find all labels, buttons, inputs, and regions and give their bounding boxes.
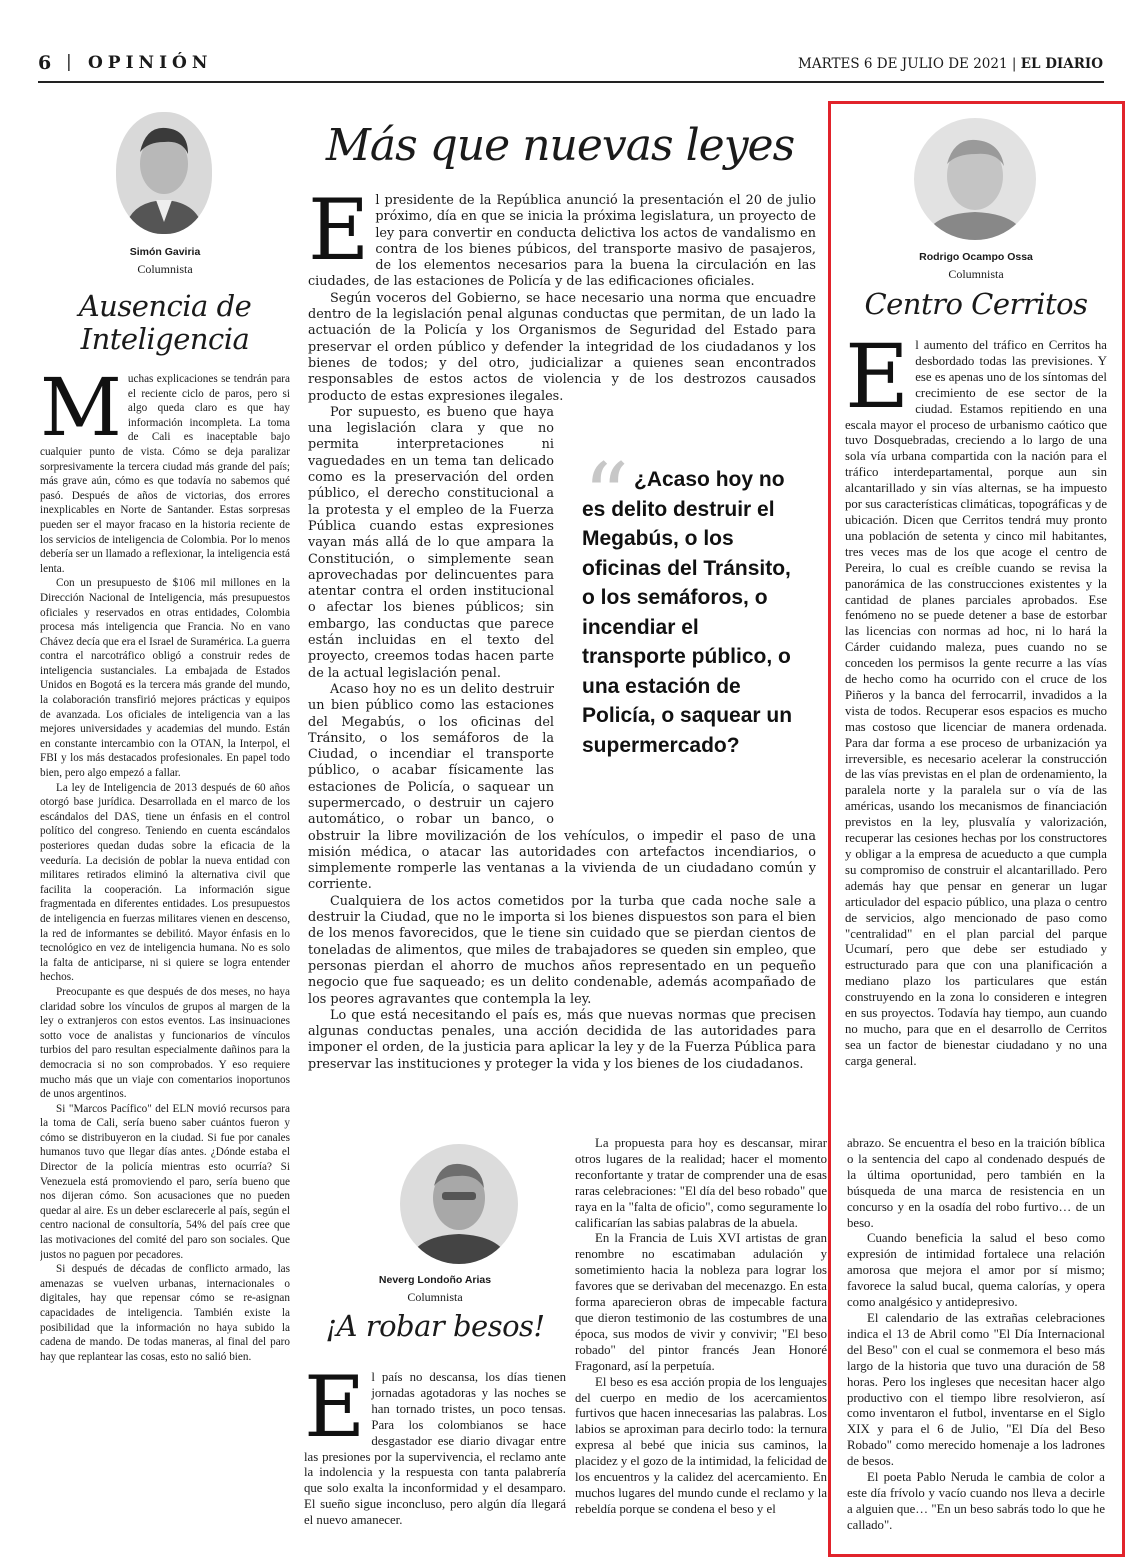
author-role: Columnista: [407, 1290, 463, 1304]
column-title: Centro Cerritos: [864, 287, 1088, 321]
drop-cap: M: [40, 372, 122, 454]
paragraph: Si "Marcos Pacífico" del ELN movió recursos para la toma de Cali, sería bueno saber cuántos fueron y cómo se distribuyeron en la ciudad. Si fue por canales humanos tuvo que llegar días antes. ¿Dónde estaba el Director de la policía mientras esto ocurría? Si Venezuela está promoviendo el paro, sería bueno que nos dijeran cómo. Son acusaciones que no pueden quedar al aire. Es un deber esclarecerle al país, según el centro nacional de consultoría, 54% del país cree que las motivaciones del comité del paro son sociales. Que justos no paguen por pecadores.: [40, 1102, 290, 1261]
author-photo-rodrigo-ocampo: [914, 118, 1036, 240]
drop-cap: E: [308, 193, 370, 279]
author-name: Rodrigo Ocampo Ossa: [919, 251, 1033, 263]
paragraph: Si después de décadas de conflicto armado, las amenazas se vuelven urbanas, internacionales o digitales, hay que repensar cómo se re-asignan capacidades de inteligencia. También existe la posibilidad que la información no haya subido la cadena de mando. De todas maneras, al final del paro hay que replantear las cosas, esto no salió bien.: [40, 1263, 290, 1363]
author-name: Neverg Londoño Arias: [378, 1274, 492, 1286]
paragraph: Lo que está necesitando el país es, más que nuevas normas que precisen algunas conductas penales, una acción decidida de las autoridades para imponer el orden, de la justicia para aplicar la ley y de la Fuerza Pública para preservar las instituciones y proteger la vida y los bienes de los ciudadanos.: [308, 1007, 816, 1072]
paragraph: El poeta Pablo Neruda le cambia de color a este día frívolo y vacío cuando nos lleva a decirle a alguien que… "En un beso sabrás todo lo que he callado".: [847, 1470, 1105, 1532]
issue-date: MARTES 6 DE JULIO DE 2021: [798, 56, 1008, 72]
header-separator: |: [66, 52, 72, 72]
newspaper-name: EL DIARIO: [1020, 56, 1103, 72]
column-title: ¡A robar besos!: [325, 1309, 545, 1343]
paragraph: Preocupante es que después de dos meses, no haya claridad sobre los vínculos de grupos al margen de la ley o extranjeros con estos eventos. Las insinuaciones sotto voce de analistas y funcionarios de vínculos turbios del paro resultan especialmente dañinos para la democracia si no son comprobados. Y eso requiere mucho más que un viaje con comentarios inoportunos de unos argentinos.: [40, 985, 290, 1101]
page-header: [0, 0, 1125, 85]
paragraph: El presidente de la República anunció la presentación el 20 de julio próximo, día en que se inicia la próxima legislatura, un proyecto de ley para convertir en conducta delictiva los actos de vandalismo en contra de los bienes púbicos, del transporte masivo de pasajeros, de los elementos necesarios para la buena la circulación en las ciudades, de las estaciones de Policía y de las edificaciones oficiales.: [308, 193, 816, 290]
article-column-1: [304, 1370, 566, 1558]
portrait-icon: [116, 112, 212, 234]
author-photo-neverg-londono: [400, 1144, 518, 1264]
quote-mark-icon: “: [583, 444, 630, 549]
paragraph: Muchas explicaciones se tendrán para el reciente ciclo de paros, pero si algo queda claro es que hay información incompleta. La toma de Cali es inaceptable bajo cualquier punto de vista. Cómo se deja paralizar sorpresivamente la tercera ciudad más grande del país; más grave aún, cómo es que todavía no sabemos qué pasó. Después de años de victorias, dos errores inexplicables en Norte de Santander. Estas sorpresas pueden ser el mayor fracaso en la historia reciente de los servicios de inteligencia de Colombia. Por lo menos debería ser un llamado a reflexionar, la inteligencia está lenta.: [40, 372, 290, 575]
column-title-line-1: Ausencia de: [78, 289, 252, 323]
issue-date-line: [798, 56, 1103, 72]
paragraph: Según voceros del Gobierno, se hace necesario una norma que encuadre dentro de la legislación penal algunas conductas que permitan, de un lado la actuación de la Policía y los Organismos de Seguridad del Estado para preservar el orden público y defender la integridad de los ciudadanos y los bienes de todos; y del otro, judicializar a quienes sean encontrados responsables de estos actos de violencia y de los destrozos causados producto de estas expresiones ilegales.: [308, 290, 816, 404]
paragraph: El calendario de las extrañas celebraciones indica el 13 de Abril como "El Día Internacional del Beso" con el cual se conmemora el beso más largo de la historia que tuvo una duración de 58 horas. Pero los ingleses que necesitan hacer algo productivo con el tiempo libre resolvieron, así como inventaron el futbol, inventarse en el Siglo XIX y para el 6 de Julio, "El Día del Beso Robado" como merecido homenaje a los ladrones de besos.: [847, 1310, 1105, 1469]
paragraph: En la Francia de Luis XVI artistas de gran renombre no escatimaban adulación y sometimiento hacia la nobleza para lograr los favores que se derivaban del mecenazgo. En esta forma aparecieron obras de impecable factura que dieron testimonio de las costumbres de una época, sus modos de vivir y convivir; "El beso robado" del pintor francés Jean Honoré Fragonard, así la perpetuía.: [575, 1231, 827, 1373]
column-body: [40, 372, 290, 1552]
header-rule: [38, 81, 1104, 83]
paragraph: Cualquiera de los actos cometidos por la turba que cada noche sale a destruir la Ciudad, que no le importa si los bienes dispuestos son para el bien de los menos favorecidos, que le tiene sin cuidado que se pierdan cientos de toneladas de alimentos, que miles de trabajadores se queden sin empleo, que personas pierdan el ahorro de muchos años representado en un pequeño negocio que fue saqueado; es un delito condenable, además acompañado de los peores agravantes que contempla la ley.: [308, 893, 816, 1007]
portrait-icon: [914, 118, 1036, 240]
paragraph: Acaso hoy no es un delito destruir un bien público como las estaciones del Megabús, o los oficinas del Tránsito, o los semáforos de la Ciudad, o incendiar el transporte público, o acabar físicamente las estaciones de Policía, o saquear un supermercado, o destruir un cajero automático, o robar un banco, o obstruir la libre movilización de los vehículos, o impedir el paso de una misión médica, o atacar las autoridades con artefactos incendiarios, o simplemente romperle las ventanas a la vivienda de un ciudadano común y corriente.: [308, 681, 816, 893]
paragraph: La propuesta para hoy es descansar, mirar otros lugares de la realidad; hacer el momento reconfortante y tratar de comprender una de esas raras celebraciones: "El día del beso robado" que raya en la "falta de oficio", como seguramente lo calificarían las sabias palabras de la abuela.: [575, 1136, 827, 1230]
pull-quote-text: ¿Acaso hoy no es delito destruir el Megabús, o los oficinas del Tránsito, o los semáforos, o incendiar el transporte público, o una estación de Policía, o saquear un supermercado?: [582, 468, 793, 757]
drop-cap: E: [304, 1370, 366, 1456]
header-separator-2: |: [1011, 56, 1017, 72]
paragraph: El país no descansa, los días tienen jornadas agotadoras y las noches se han tornado tristes, un poco tensas. Para los colombianos se hace desgastador ese diario divagar entre las presiones por la supervivencia, el reclamo ante la indolencia y la respuesta con tanta palabrería que solo exalta la inconformidad y el desamparo. El sueño sigue inconcluso, pero algún día llegará el nuevo amanecer.: [304, 1370, 566, 1528]
section-name: OPINIÓN: [88, 53, 213, 73]
paragraph: Por supuesto, es bueno que haya una legislación clara y que no permita interpretaciones ni vaguedades en un tema tan delicado como es la preservación del orden público, el derecho constitucional a la protesta y el empleo de la Fuerza Pública cuando estas expresiones vayan más allá de lo que ampara la Constitución, o simplemente sean aprovechadas por delincuentes para atentar contra el orden institucional o afectar los bienes públicos; sin embargo, las conductas que parece están incluidas en el texto del proyecto, creemos todas hacen parte de la actual legislación penal.: [308, 404, 554, 681]
paragraph: El beso es esa acción propia de los lenguajes del cuerpo en medio de los acercamientos furtivos que hacen innecesarias las palabras. Los labios se aproximan para decirlo todo: la ternura expresa al bebé que inicia sus caminos, la placidez y el gozo de la intimidad, la felicidad de los encuentros y la calidez del acercamiento. En muchos lugares del mundo cunde el reclamo y la rebeldía porque se condena el beso y el: [575, 1374, 827, 1516]
column-body: [845, 338, 1107, 1098]
author-name: Simón Gaviria: [129, 246, 201, 258]
paragraph: Cuando beneficia la salud el beso como expresión de intimidad fortalece una relación amorosa que mejora el amor por sí mismo; favorece la salud bucal, quema calorías, y opera como analgésico y antidepresivo.: [847, 1231, 1105, 1310]
author-role: Columnista: [948, 267, 1004, 281]
drop-cap: E: [845, 338, 910, 428]
article-column-3: [847, 1136, 1105, 1554]
pull-quote: [582, 465, 794, 760]
author-role: Columnista: [137, 262, 193, 276]
paragraph: El aumento del tráfico en Cerritos ha desbordado todas las previsiones. Y ese es apenas uno de los síntomas del crecimiento de ese sector de la ciudad. Estamos repitiendo en una escala mayor el proceso de urbanismo caótico que tuvo Dosquebradas, creciendo a lo largo de una sola vía urbana compartida con la nación para el tráfico interdepartamental, porque aun sin alcantarillado y sin vías alternas, se ha impuesto por sus características climáticas, topográficas y de ubicación. Dicen que Cerritos tendrá muy pronto una población de setenta y cinco mil habitantes, tres veces mas de los que acoge el centro de Pereira, lo cual es creíble cuando se revisa la panorámica de las construcciones existentes y la cantidad de planes parciales aprobados. Ese fenómeno no se puede detener a base de estorbar las licencias con normas ad hoc, ni lo hará la Cárder cuidando maleza, pues cuando no se conceden los permisos la gente recurre a las vías de hecho como ha ocurrido con el cruce de los Piñeros y la banca del ferrocarril, invadidos a la vista de todos. Recuperar esos espacios es mucho mas costoso que licenciar de manera ordenada. Para dar forma a ese proceso de urbanización ya irreversible, es necesario acelerar la construcción de las vías previstas en el plan de ordenamiento, la paralela norte y la paralela sur o vía de las américas, usando los mecanismos de financiación previstos en la ley, plusvalía y valorización, recuperar las cesiones hechas por los constructores y obligar a la empresa de acueducto a que cumpla su compromiso de construir el alcantarillado. Pero además hay que pensar en generar un lugar articulador del espacio público, una plaza o centro de servicios, algo mencionado de paso como "centralidad" en el plan parcial del parque Ucumarí, pero que debe ser estudiado y estructurado para que con una planificación a mediano plazo los particulares que están construyendo en la zona lo consideren e integren en sus proyectos. Todavía hay tiempo, aun cuando no mucho, para que en el desarrollo de Cerritos sea un factor de bienestar ciudadano y no una carga general.: [845, 338, 1107, 1068]
editorial-title: Más que nuevas leyes: [325, 120, 795, 171]
page-number: 6: [38, 52, 53, 74]
column-title-line-2: Inteligencia: [80, 322, 250, 356]
portrait-icon: [400, 1144, 518, 1264]
column-title: [40, 290, 290, 356]
paragraph: Con un presupuesto de $106 mil millones en la Dirección Nacional de Inteligencia, más presupuestos oficiales y reservados en otras entidades, Colombia procesa más inteligencia que Francia. No en vano Chávez decía que era el Israel de Suramérica. La guerra contra el narcotráfico obligó a construir redes de inteligencia sustanciales. La embajada de Estados Unidos en Bogotá es la tercera más grande del mundo, la colaboración transfirió mejores prácticas y equipos de avanzada. Los oficiales de inteligencia van a las mejores universidades y academias del mundo. Están en constante intercambio con la OTAN, la Interpol, el FBI y los más destacados profesionales. En papel todo bien, pero algo empezó a fallar.: [40, 577, 290, 780]
author-photo-simon-gaviria: [116, 112, 212, 234]
article-column-2: [575, 1136, 827, 1558]
paragraph: La ley de Inteligencia de 2013 después de 60 años otorgó base jurídica. Desarrollada en el marco de los escándalos del DAS, tiene un énfasis en el control político del congreso. Teniendo en cuenta escándalos posteriores quedan dudas sobre la eficacia de la veeduría. La decisión de poblar la nueva entidad con militares retirados eliminó la alternativa civil que facilita la cooperación. La información sigue fragmentada en diferentes entidades. Los presupuestos de inteligencia en fuerzas militares vienen en descenso, la red de informantes se debilitó. Mayor énfasis en lo tecnológico en vez de inteligencia humana. No es solo la falta de anticiparse, ni si quiere se logra entender hechos.: [40, 781, 290, 984]
paragraph: abrazo. Se encuentra el beso en la traición bíblica o la sentencia del capo al condenado después de la última oportunidad, pero también en la búsqueda de una marca de resistencia en un concurso y en la osadía del robo furtivo… de un beso.: [847, 1136, 1105, 1230]
